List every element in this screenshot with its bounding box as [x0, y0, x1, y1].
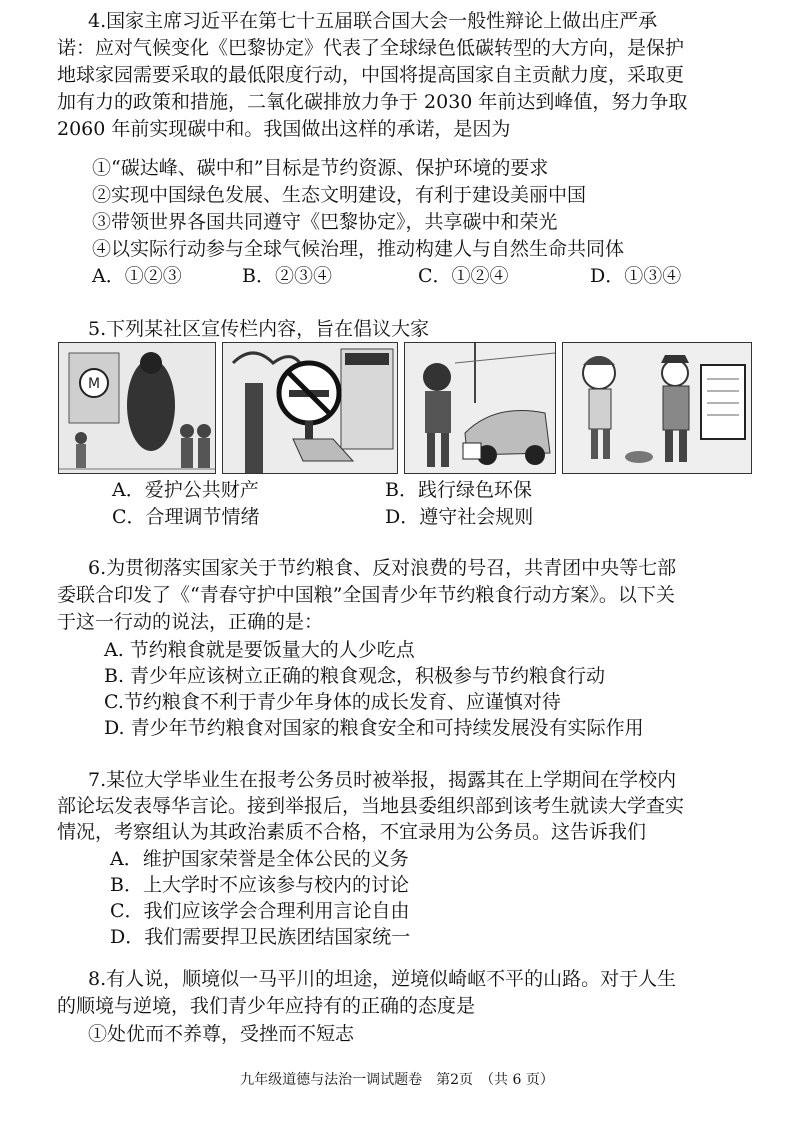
q4-option-d: D．①③④ [590, 265, 682, 287]
q7-option-a: A．维护国家荣誉是全体公民的义务 [110, 848, 409, 870]
q8-stem-line: 的顺境与逆境，我们青少年应持有的正确的态度是 [57, 995, 476, 1017]
q4-item: ③带领世界各国共同遵守《巴黎协定》，共享碳中和荣光 [92, 211, 558, 233]
poster-image-1 [58, 342, 216, 474]
q7-option-b: B．上大学时不应该参与校内的讨论 [110, 874, 409, 896]
q6-option-d: D. 青少年节约粮食对国家的粮食安全和可持续发展没有实际作用 [104, 717, 644, 739]
q8-stem-line: 8.有人说，顺境似一马平川的坦途，逆境似崎岖不平的山路。对于人生 [88, 968, 677, 990]
q4-item: ④以实际行动参与全球气候治理，推动构建人与自然生命共同体 [92, 238, 625, 260]
q4-stem-line: 地球家园需要采取的最低限度行动，中国将提高国家自主贡献力度，采取更 [57, 64, 685, 86]
q4-stem-line: 诺：应对气候变化《巴黎协定》代表了全球绿色低碳转型的大方向，是保护 [57, 37, 685, 59]
q7-option-d: D．我们需要捍卫民族团结国家统一 [110, 926, 411, 948]
q7-option-c: C．我们应该学会合理利用言论自由 [110, 900, 410, 922]
q5-option-b: B．践行绿色环保 [385, 479, 532, 501]
svg-text:M: M [87, 376, 101, 392]
q6-option-b: B. 青少年应该树立正确的粮食观念，积极参与节约粮食行动 [104, 665, 606, 687]
q6-stem-line: 委联合印发了《“青春守护中国粮”全国青少年节约粮食行动方案》。以下关 [57, 584, 675, 606]
q6-stem-line: 于这一行动的说法，正确的是： [57, 611, 324, 633]
q4-option-a: A．①②③ [92, 265, 182, 287]
q6-option-a: A. 节约粮食就是要饭量大的人少吃点 [104, 639, 415, 661]
poster-image-3 [404, 342, 556, 474]
page-footer: 九年级道德与法治一调试题卷 第2页 （共 6 页） [240, 1072, 554, 1088]
q4-stem-line: 加有力的政策和措施，二氧化碳排放力争于 2030 年前达到峰值，努力争取 [57, 91, 688, 113]
q7-stem-line: 情况，考察组认为其政治素质不合格，不宜录用为公务员。这告诉我们 [57, 821, 647, 843]
poster-images [58, 342, 750, 472]
q4-stem-line: 2060 年前实现碳中和。我国做出这样的承诺，是因为 [57, 118, 511, 140]
q5-option-d: D．遵守社会规则 [385, 506, 534, 528]
poster-image-2 [222, 342, 398, 474]
q5-option-c: C．合理调节情绪 [112, 506, 260, 528]
q4-option-b: B．②③④ [242, 265, 332, 287]
q6-stem-line: 6.为贯彻落实国家关于节约粮食、反对浪费的号召，共青团中央等七部 [88, 557, 677, 579]
q5-option-a: A．爱护公共财产 [112, 479, 259, 501]
q4-stem-line: 4.国家主席习近平在第七十五届联合国大会一般性辩论上做出庄严承 [88, 10, 658, 32]
q7-stem-line: 部论坛发表辱华言论。接到举报后，当地县委组织部到该考生就读大学查实 [57, 795, 685, 817]
poster-image-4 [562, 342, 752, 474]
q8-item: ①处优而不养尊，受挫而不短志 [88, 1023, 355, 1045]
q6-option-c: C.节约粮食不利于青少年身体的成长发育、应谨慎对待 [104, 691, 561, 713]
q4-item: ①“碳达峰、碳中和”目标是节约资源、保护环境的要求 [92, 157, 549, 179]
q5-stem: 5.下列某社区宣传栏内容，旨在倡议大家 [88, 318, 430, 340]
q4-option-c: C．①②④ [418, 265, 509, 287]
q7-stem-line: 7.某位大学毕业生在报考公务员时被举报，揭露其在上学期间在学校内 [88, 769, 677, 791]
q4-item: ②实现中国绿色发展、生态文明建设，有利于建设美丽中国 [92, 184, 587, 206]
